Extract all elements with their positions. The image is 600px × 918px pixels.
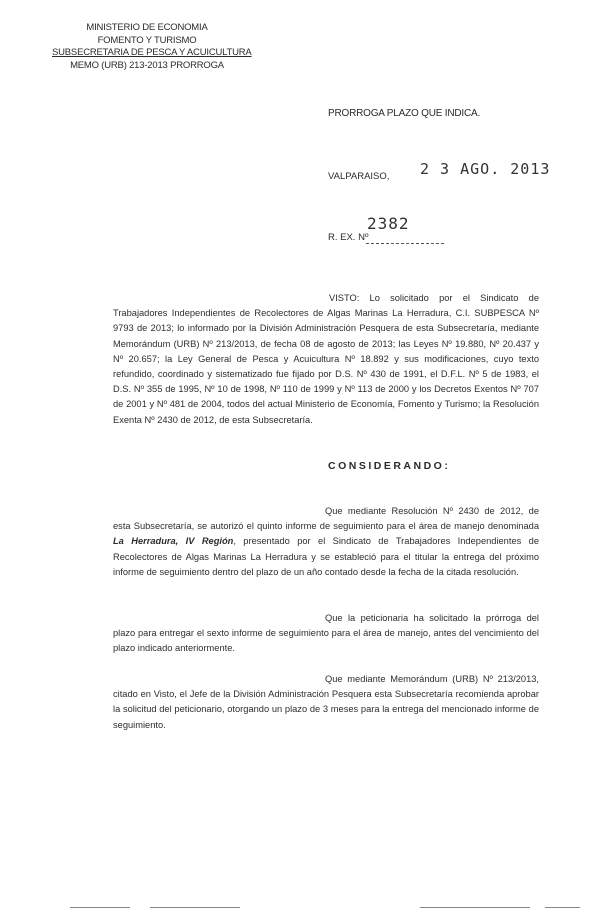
resolution-label: R. EX. Nº bbox=[328, 232, 369, 243]
date-stamp: 2 3 AGO. 2013 bbox=[420, 160, 551, 178]
page-bottom-scan-edge bbox=[0, 907, 600, 913]
resolution-number: 2382 bbox=[367, 214, 410, 233]
letterhead bbox=[52, 22, 252, 72]
resolution-number-line bbox=[366, 243, 444, 244]
visto-paragraph: VISTO: Lo solicitado por el Sindicato de Trabajadores Independientes de Recolectores de Algas Marinas La Herradura, C.I. SUBPESCA Nº 9793 de 2013; lo informado por la División Administración Pesquera de esta Subsecretaría, mediante Memorándum (URB) Nº 213/2013, de fecha 08 de agosto de 2013; las Leyes Nº 19.880, Nº 20.437 y Nº 20.657; la Ley General de Pesca y Acuicultura Nº 18.892 y sus modificaciones, cuyo texto refundido, coordinado y sistematizado fue fijado por D.S. Nº 430 de 1991, el D.F.L. Nº 5 de 1983, el D.S. Nº 355 de 1995, Nº 10 de 1998, Nº 110 de 1999 y Nº 113 de 2000 y los Decretos Exentos Nº 707 de 2001 y Nº 481 de 2004, todos del actual Ministerio de Economía, Fomento y Turismo; la Resolución Exenta Nº 2430 de 2012, de esta Subsecretaría. bbox=[113, 293, 539, 425]
considerando-paragraph-2: Que la peticionaria ha solicitado la prórroga del plazo para entregar el sexto informe de seguimiento para el área de manejo, antes del vencimiento del plazo indicado anteriormente. bbox=[113, 613, 539, 654]
letterhead-memo-ref: MEMO (URB) 213-2013 PRORROGA bbox=[70, 59, 224, 71]
letterhead-ministry: MINISTERIO DE ECONOMIA bbox=[86, 22, 208, 33]
letterhead-subsecretaria: SUBSECRETARIA DE PESCA Y ACUICULTURA bbox=[52, 47, 252, 58]
p2-text-before: Que mediante Resolución Nº 2430 de 2012, de esta Subsecretaría, se autorizó el quinto informe de seguimiento para el área de manejo denominada bbox=[113, 506, 539, 532]
document-subject: PRORROGA PLAZO QUE INDICA. bbox=[328, 108, 481, 119]
letterhead-ministry-sub: FOMENTO Y TURISMO bbox=[97, 34, 197, 46]
p2-area-name: La Herradura, IV Región bbox=[113, 536, 234, 547]
place-label: VALPARAISO, bbox=[328, 171, 390, 182]
considerando-heading: CONSIDERANDO: bbox=[328, 460, 451, 472]
p2-text-after: , presentado por el Sindicato de Trabajadores Independientes de Recolectores de Algas Marinas La Herradura y se estableció para el titular la entrega del próximo informe de seguimiento dentro del plazo de un año contado desde la fecha de la citada resolución. bbox=[113, 536, 539, 577]
considerando-paragraph-3: Que mediante Memorándum (URB) Nº 213/2013, citado en Visto, el Jefe de la División Administración Pesquera esta Subsecretaría recomienda aprobar la solicitud del peticionario, otorgando un plazo de 3 meses para la entrega del mencionado informe de seguimiento. bbox=[113, 674, 539, 730]
considerando-paragraph-1 bbox=[113, 504, 539, 580]
